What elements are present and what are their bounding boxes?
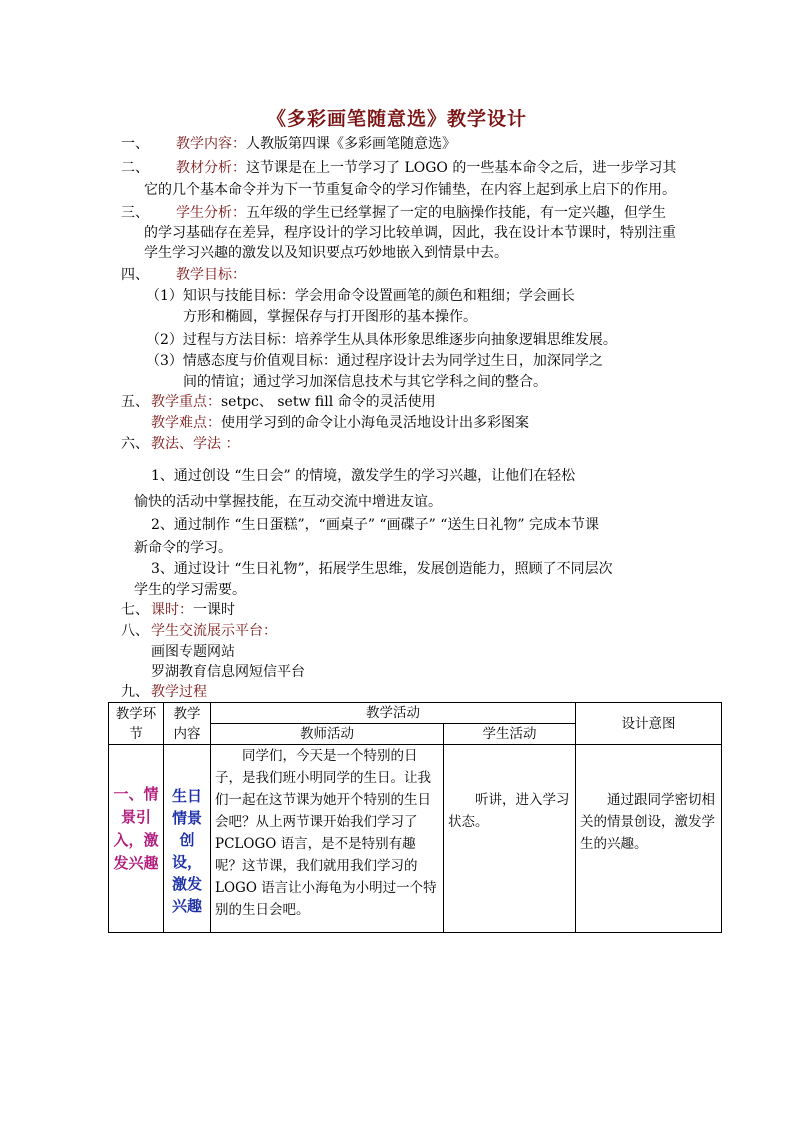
header-intent: 设计意图 [576,703,722,745]
method-2b: 新命令的学习。 [134,540,232,556]
header-teacher: 教师活动 [211,724,444,745]
section-4-label: 教学目标： [176,267,246,283]
goal-1a: （1）知识与技能目标：学会用命令设置画笔的颜色和粗细；学会画长 [146,288,575,304]
goal-2: （2）过程与方法目标：培养学生从具体形象思维逐步向抽象逻辑思维发展。 [146,332,617,348]
section-8-label: 学生交流展示平台： [151,623,277,639]
row1-segment: 一、情景引入，激发兴趣 [109,745,164,933]
header-student: 学生活动 [444,724,576,745]
section-2-label: 教材分析： [176,160,246,176]
header-content: 教学内容 [164,703,211,745]
header-segment: 教学环节 [109,703,164,745]
goal-1b: 方形和椭圆，掌握保存与打开图形的基本操作。 [183,309,477,325]
goal-3b: 间的情谊；通过学习加深信息技术与其它学科之间的整合。 [183,374,547,390]
section-6-label: 教法、学法 ： [151,436,240,452]
row1-content: 生日情景创设，激发兴趣 [164,745,211,933]
platform-2: 罗湖教育信息网短信平台 [151,664,305,680]
method-3b: 学生的学习需要。 [134,582,246,598]
method-3a: 3、通过设计 “生日礼物”，拓展学生思维，发展创造能力，照顾了不同层次 [151,561,613,577]
section-5: 五、 教学重点：setpc、 setw fill 命令的灵活使用 [121,394,436,410]
difficulty-label: 教学难点： [151,415,221,431]
section-7: 七、 课时：一课时 [121,602,235,618]
section-3: 三、 学生分析：五年级的学生已经掌握了一定的电脑操作技能，有一定兴趣，但学生 [121,205,666,221]
section-5-difficulty: 教学难点：使用学习到的命令让小海龟灵活地设计出多彩图案 [151,415,529,431]
section-8: 八、 学生交流展示平台： [121,623,277,639]
section-5-label: 教学重点： [151,394,221,410]
method-1a: 1、通过创设 “生日会” 的情境，激发学生的学习兴趣，让他们在轻松 [151,468,576,484]
teaching-process-table [108,702,722,933]
document-title: 《多彩画笔随意选》教学设计 [266,108,527,130]
row1-design-intent: 通过跟同学密切相关的情景创设，激发学生的兴趣。 [576,745,722,933]
section-3-cont-2: 学生学习兴趣的激发以及知识要点巧妙地嵌入到情景中去。 [144,245,508,261]
method-1b: 愉快的活动中掌握技能，在互动交流中增进友谊。 [134,494,442,510]
section-1-label: 教学内容： [176,136,246,152]
method-2a: 2、通过制作 “生日蛋糕”，“画桌子” “画碟子” “送生日礼物” 完成本节课 [151,517,599,533]
platform-1: 画图专题网站 [151,644,235,660]
section-2-cont: 它的几个基本命令并为下一节重复命令的学习作铺垫，在内容上起到承上启下的作用。 [144,182,676,198]
section-1: 一、 教学内容：人教版第四课《多彩画笔随意选》 [121,136,456,152]
section-9-label: 教学过程 [151,684,207,700]
section-3-label: 学生分析： [176,205,246,221]
section-4: 四、 教学目标： [121,267,246,283]
section-7-label: 课时： [151,602,193,618]
section-3-cont-1: 的学习基础存在差异，程序设计的学习比较单调，因此，我在设计本节课时，特别注重 [144,225,676,241]
row1-teacher-activity: 同学们，今天是一个特别的日子，是我们班小明同学的生日。让我们一起在这节课为她开个特别的生日会吧？从上两节课开始我们学习了 PCLOGO 语言，是不是特别有趣呢？这节课，我们就用我们学习的 LOGO 语言让小海龟为小明过一个特别的生日会吧。 [211,745,444,933]
goal-3a: （3）情感态度与价值观目标：通过程序设计去为同学过生日，加深同学之 [146,353,603,369]
header-activity: 教学活动 [211,703,576,724]
section-9: 九、 教学过程 [121,684,207,700]
section-6: 六、 教法、学法 ： [121,436,240,452]
row1-student-activity: 听讲，进入学习状态。 [444,745,576,933]
section-2: 二、 教材分析：这节课是在上一节学习了 LOGO 的一些基本命令之后，进一步学习其 [121,160,677,176]
